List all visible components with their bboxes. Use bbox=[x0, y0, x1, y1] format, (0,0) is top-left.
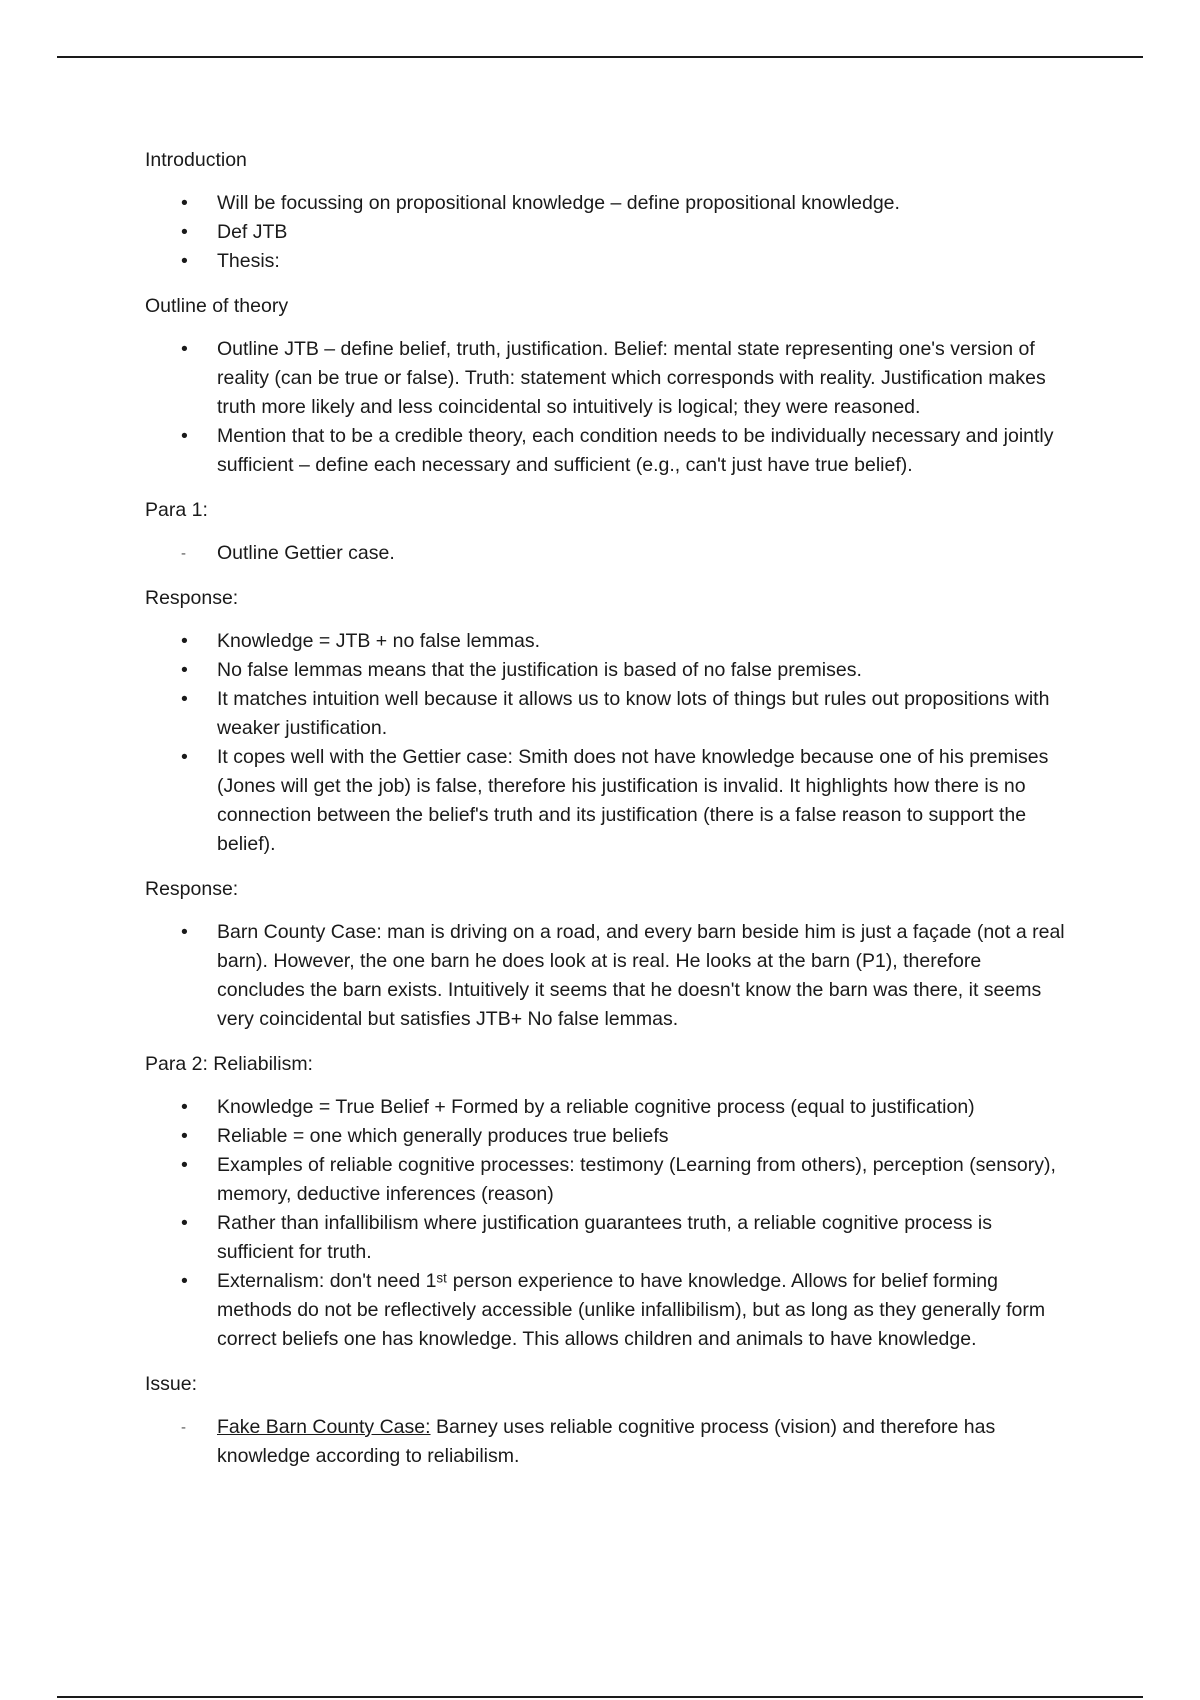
heading-introduction: Introduction bbox=[145, 149, 247, 171]
list-item-text: Mention that to be a credible theory, each condition needs to be individually necessary and jointly sufficient – define each necessary and sufficient (e.g., can't just have true belief). bbox=[217, 425, 1054, 476]
list-item bbox=[145, 685, 1065, 743]
list-item-text: It copes well with the Gettier case: Smith does not have knowledge because one of his premises (Jones will get the job) is false, therefore his justification is invalid. It highlights how there is no connection between the belief's truth and its justification (there is a false reason to support the belief). bbox=[217, 746, 1049, 855]
outline-list bbox=[145, 335, 1065, 480]
list-item bbox=[145, 422, 1065, 480]
list-item bbox=[145, 627, 1065, 656]
heading-para-2-reliabilism: Para 2: Reliabilism: bbox=[145, 1053, 313, 1075]
list-item bbox=[145, 1413, 1065, 1471]
list-item bbox=[145, 335, 1065, 422]
bullet-marker: • bbox=[181, 250, 188, 272]
list-item bbox=[145, 656, 1065, 685]
bullet-marker: • bbox=[181, 1154, 188, 1176]
response-1-list bbox=[145, 627, 1065, 859]
bullet-marker: • bbox=[181, 338, 188, 360]
bullet-marker: • bbox=[181, 425, 188, 447]
list-item bbox=[145, 1122, 1065, 1151]
list-item bbox=[145, 247, 1065, 276]
document-body bbox=[145, 146, 1065, 1487]
case-title: Fake Barn County Case: bbox=[217, 1416, 431, 1438]
list-item-text: Reliable = one which generally produces true beliefs bbox=[217, 1125, 669, 1147]
list-item-text: It matches intuition well because it allows us to know lots of things but rules out propositions with weaker justification. bbox=[217, 688, 1050, 739]
reliabilism-list bbox=[145, 1093, 1065, 1354]
list-item-text: Knowledge = JTB + no false lemmas. bbox=[217, 630, 540, 652]
list-item bbox=[145, 1267, 1065, 1354]
list-item-text: Examples of reliable cognitive processes: testimony (Learning from others), perception (sensory), memory, deductive inferences (reason) bbox=[217, 1154, 1056, 1205]
footer-rule bbox=[57, 1696, 1143, 1698]
bullet-marker: • bbox=[181, 746, 188, 768]
dash-marker: - bbox=[181, 1419, 186, 1436]
bullet-marker: • bbox=[181, 221, 188, 243]
list-item bbox=[145, 189, 1065, 218]
list-item bbox=[145, 1151, 1065, 1209]
response-2-list bbox=[145, 918, 1065, 1034]
bullet-marker: • bbox=[181, 659, 188, 681]
list-item-text: Will be focussing on propositional knowledge – define propositional knowledge. bbox=[217, 192, 900, 214]
list-item-text: Thesis: bbox=[217, 250, 280, 272]
heading-response-2: Response: bbox=[145, 878, 239, 900]
issue-list bbox=[145, 1413, 1065, 1471]
bullet-marker: • bbox=[181, 1096, 188, 1118]
bullet-marker: • bbox=[181, 192, 188, 214]
list-item-text: Outline Gettier case. bbox=[217, 542, 395, 564]
list-item-text: Rather than infallibilism where justification guarantees truth, a reliable cognitive process is sufficient for truth. bbox=[217, 1212, 992, 1263]
bullet-marker: • bbox=[181, 630, 188, 652]
bullet-marker: • bbox=[181, 1212, 188, 1234]
list-item-text: Barney uses reliable cognitive process (vision) and therefore has knowledge according to reliabilism. bbox=[217, 1416, 996, 1467]
list-item-text: Def JTB bbox=[217, 221, 288, 243]
list-item bbox=[145, 539, 1065, 568]
bullet-marker: • bbox=[181, 1270, 188, 1292]
list-item bbox=[145, 1209, 1065, 1267]
bullet-marker: • bbox=[181, 921, 188, 943]
list-item-text: Outline JTB – define belief, truth, justification. Belief: mental state representing one's version of reality (can be true or false). Truth: statement which corresponds with reality. Justification makes truth more likely and less coincidental so intuitively is logical; they were reasoned. bbox=[217, 338, 1046, 418]
list-item bbox=[145, 218, 1065, 247]
dash-marker: - bbox=[181, 545, 186, 562]
list-item bbox=[145, 743, 1065, 859]
para-1-list bbox=[145, 539, 1065, 568]
heading-response-1: Response: bbox=[145, 587, 239, 609]
list-item bbox=[145, 1093, 1065, 1122]
bullet-marker: • bbox=[181, 688, 188, 710]
header-rule bbox=[57, 56, 1143, 58]
list-item bbox=[145, 918, 1065, 1034]
list-item-text: No false lemmas means that the justification is based of no false premises. bbox=[217, 659, 862, 681]
list-item-text: Knowledge = True Belief + Formed by a reliable cognitive process (equal to justification) bbox=[217, 1096, 975, 1118]
list-item-text: Barn County Case: man is driving on a road, and every barn beside him is just a façade (not a real barn). However, the one barn he does look at is real. He looks at the barn (P1), therefore concludes the barn exists. Intuitively it seems that he doesn't know the barn was there, it seems very coincidental but satisfies JTB+ No false lemmas. bbox=[217, 921, 1065, 1030]
heading-para-1: Para 1: bbox=[145, 499, 208, 521]
bullet-marker: • bbox=[181, 1125, 188, 1147]
heading-outline-of-theory: Outline of theory bbox=[145, 295, 289, 317]
heading-issue: Issue: bbox=[145, 1373, 198, 1395]
introduction-list bbox=[145, 189, 1065, 276]
list-item-text: Externalism: don't need 1ˢᵗ person experience to have knowledge. Allows for belief forming methods do not be reflectively accessible (unlike infallibilism), but as long as they generally form correct beliefs one has knowledge. This allows children and animals to have knowledge. bbox=[217, 1270, 1046, 1350]
